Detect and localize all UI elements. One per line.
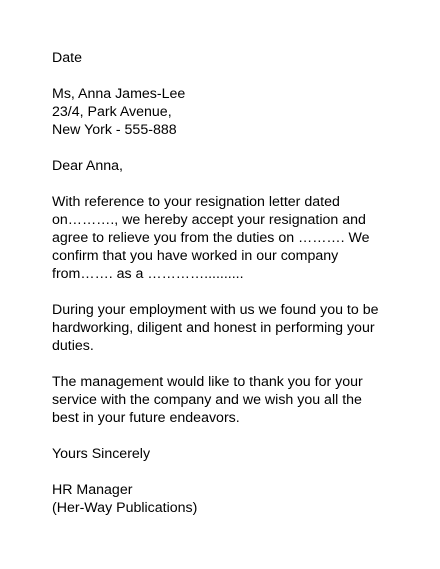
date-label: Date	[52, 50, 82, 66]
closing-text: Yours Sincerely	[52, 446, 151, 462]
date-line	[52, 49, 412, 67]
salutation-text: Dear Anna,	[52, 158, 123, 174]
signature-title: HR Manager	[52, 482, 133, 498]
letter-body	[52, 49, 412, 535]
signature-block	[52, 481, 412, 517]
recipient-address-line1: 23/4, Park Avenue,	[52, 104, 172, 120]
paragraph-line: agree to relieve you from the duties on ………. We	[52, 230, 370, 246]
paragraph-line: duties.	[52, 338, 94, 354]
paragraph-line: confirm that you have worked in our company	[52, 248, 339, 264]
paragraph-line: service with the company and we wish you all the	[52, 392, 362, 408]
salutation	[52, 157, 412, 175]
paragraph-line: With reference to your resignation letter dated	[52, 194, 340, 210]
paragraph-line: hardworking, diligent and honest in performing your	[52, 320, 375, 336]
closing	[52, 445, 412, 463]
recipient-address-line2: New York - 555-888	[52, 122, 177, 138]
paragraph-thanks	[52, 373, 412, 427]
paragraph-line: on………., we hereby accept your resignation and	[52, 212, 366, 228]
paragraph-line: from……. as a …………..........	[52, 266, 244, 282]
recipient-name: Ms, Anna James-Lee	[52, 86, 186, 102]
recipient-address	[52, 85, 412, 139]
signature-company: (Her-Way Publications)	[52, 500, 198, 516]
paragraph-employment	[52, 301, 412, 355]
paragraph-line: During your employment with us we found you to be	[52, 302, 379, 318]
paragraph-acceptance	[52, 193, 412, 283]
paragraph-line: The management would like to thank you for your	[52, 374, 363, 390]
paragraph-line: best in your future endeavors.	[52, 410, 240, 426]
